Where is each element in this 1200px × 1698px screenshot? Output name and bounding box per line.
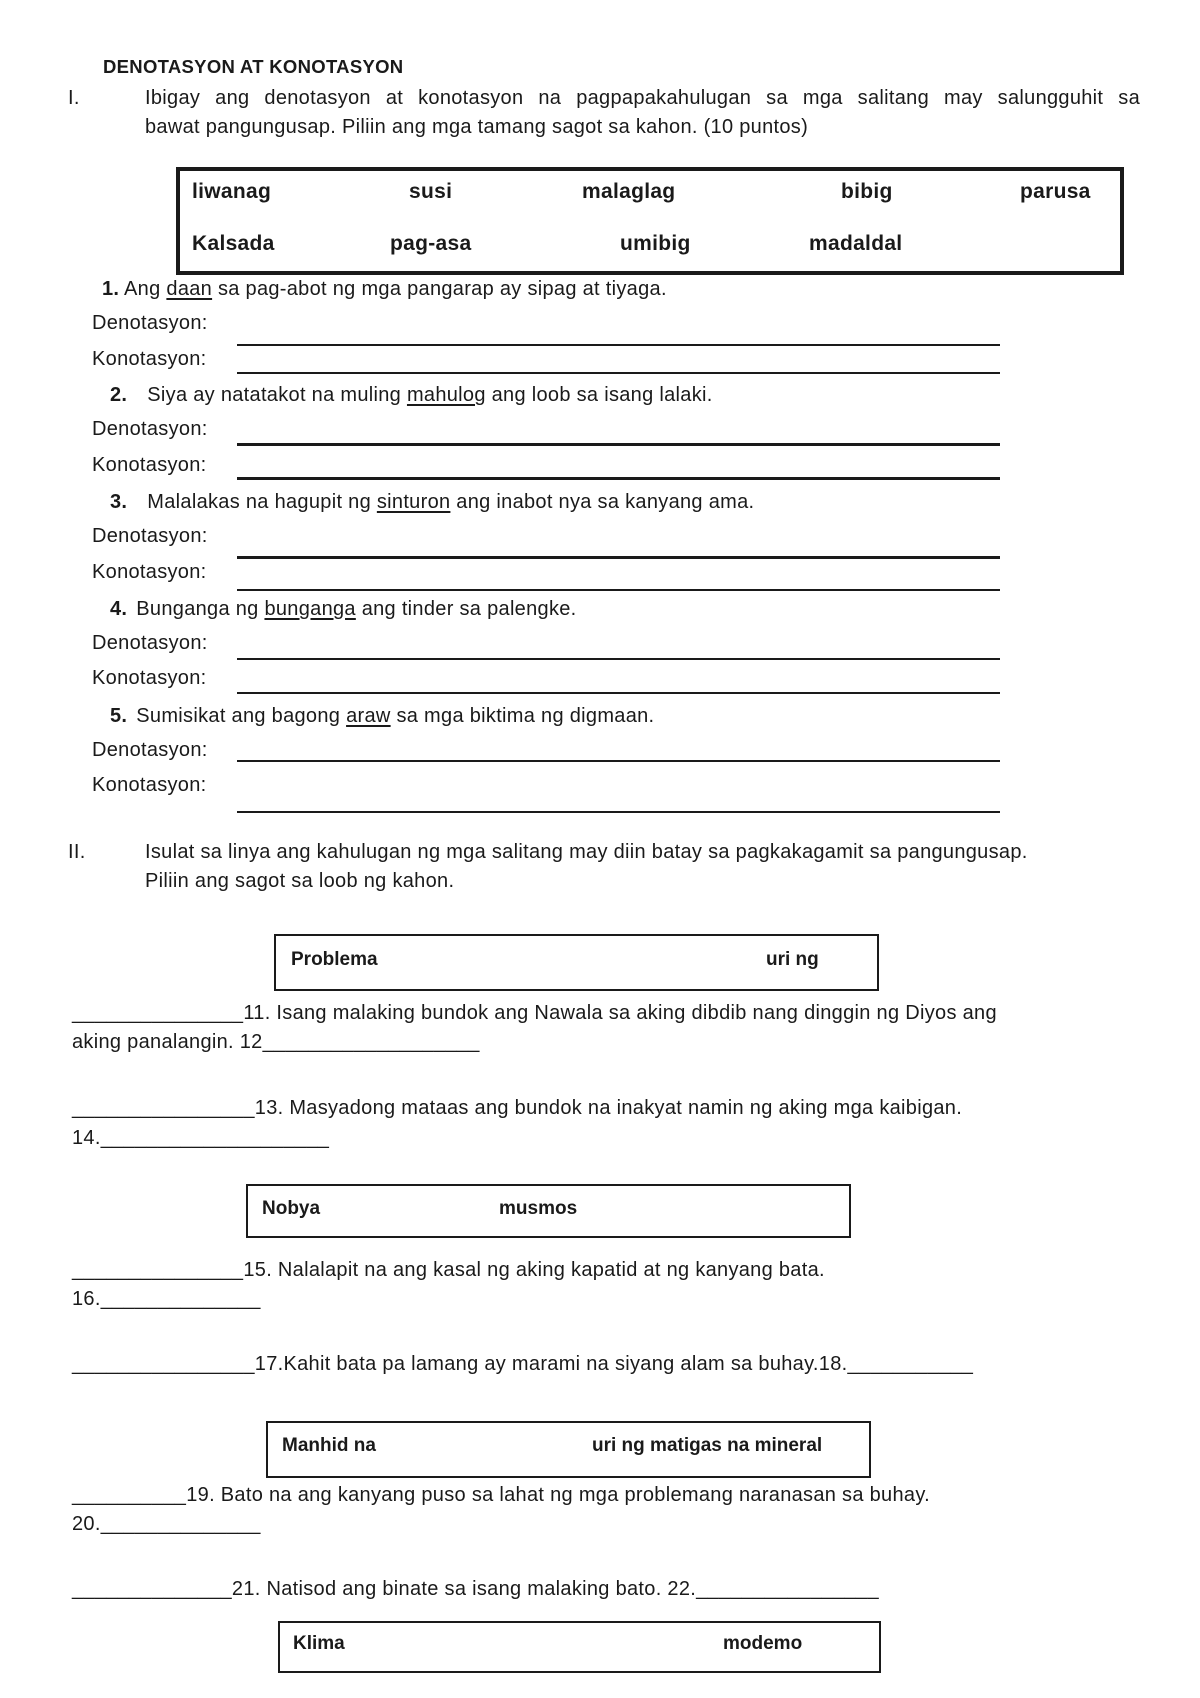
- part1-instruction-line2: bawat pangungusap. Piliin ang mga tamang sagot sa kahon. (10 puntos): [145, 116, 809, 138]
- konotasyon-label: Konotasyon:: [92, 667, 207, 689]
- question-line: 14.____________________: [72, 1127, 330, 1149]
- choice-word: Kalsada: [192, 232, 275, 255]
- item-sentence: 2. Siya ay natatakot na muling mahulog ang loob sa isang lalaki.: [110, 384, 713, 406]
- choice-word: uri ng matigas na mineral: [592, 1435, 823, 1456]
- konotasyon-answer-line[interactable]: [237, 477, 1000, 480]
- choice-word: malaglag: [582, 180, 676, 203]
- part1-numeral: I.: [68, 87, 80, 109]
- choice-word: Klima: [293, 1633, 345, 1654]
- question-line: 16.______________: [72, 1288, 261, 1310]
- konotasyon-answer-line[interactable]: [237, 589, 1000, 591]
- choice-word: parusa: [1020, 180, 1091, 203]
- denotasyon-label: Denotasyon:: [92, 525, 208, 547]
- konotasyon-answer-line[interactable]: [237, 692, 1000, 694]
- choice-word: pag-asa: [390, 232, 472, 255]
- denotasyon-answer-line[interactable]: [237, 344, 1000, 346]
- denotasyon-answer-line[interactable]: [237, 443, 1000, 446]
- item-sentence: 3. Malalakas na hagupit ng sinturon ang inabot nya sa kanyang ama.: [110, 491, 755, 513]
- choice-word: Nobya: [262, 1198, 321, 1219]
- question-line: __________19. Bato na ang kanyang puso sa lahat ng mga problemang naranasan sa buhay.: [72, 1484, 930, 1506]
- page-title: DENOTASYON AT KONOTASYON: [103, 56, 404, 77]
- denotasyon-label: Denotasyon:: [92, 632, 208, 654]
- konotasyon-label: Konotasyon:: [92, 774, 207, 796]
- part1-instruction-line1: Ibigay ang denotasyon at konotasyon na pagpapakahulugan sa mga salitang may salungguhit sa: [145, 87, 1140, 109]
- denotasyon-answer-line[interactable]: [237, 760, 1000, 762]
- konotasyon-answer-line[interactable]: [237, 372, 1000, 374]
- question-line: ______________21. Natisod ang binate sa isang malaking bato. 22.________________: [72, 1578, 879, 1600]
- question-line: ________________17.Kahit bata pa lamang ay marami na siyang alam sa buhay.18.___________: [72, 1353, 974, 1375]
- konotasyon-answer-line[interactable]: [237, 811, 1000, 813]
- denotasyon-answer-line[interactable]: [237, 658, 1000, 660]
- part2-instruction-line1: Isulat sa linya ang kahulugan ng mga salitang may diin batay sa pagkakagamit sa pangungusap.: [145, 841, 1028, 863]
- konotasyon-label: Konotasyon:: [92, 561, 207, 583]
- part2-instruction-line2: Piliin ang sagot sa loob ng kahon.: [145, 870, 455, 892]
- choice-word: bibig: [841, 180, 893, 203]
- choice-word: susi: [409, 180, 453, 203]
- part2-numeral: II.: [68, 841, 86, 863]
- question-line: 20.______________: [72, 1513, 261, 1535]
- denotasyon-label: Denotasyon:: [92, 739, 208, 761]
- question-line: ________________13. Masyadong mataas ang bundok na inakyat namin ng aking mga kaibigan.: [72, 1097, 963, 1119]
- item-sentence: 5. Sumisikat ang bagong araw sa mga biktima ng digmaan.: [110, 705, 655, 727]
- choice-word: modemo: [723, 1633, 803, 1654]
- konotasyon-label: Konotasyon:: [92, 348, 207, 370]
- item-sentence: 4. Bunganga ng bunganga ang tinder sa palengke.: [110, 598, 577, 620]
- question-line: _______________11. Isang malaking bundok ang Nawala sa aking dibdib nang dinggin ng Diyos ang: [72, 1002, 997, 1024]
- denotasyon-label: Denotasyon:: [92, 418, 208, 440]
- choice-word: umibig: [620, 232, 691, 255]
- choice-word: madaldal: [809, 232, 903, 255]
- denotasyon-answer-line[interactable]: [237, 556, 1000, 559]
- choice-word: liwanag: [192, 180, 272, 203]
- choice-word: Manhid na: [282, 1435, 376, 1456]
- choice-word: uri ng: [766, 949, 819, 970]
- question-line: aking panalangin. 12___________________: [72, 1031, 480, 1053]
- choice-word: musmos: [499, 1198, 578, 1219]
- question-line: _______________15. Nalalapit na ang kasal ng aking kapatid at ng kanyang bata.: [72, 1259, 825, 1281]
- choice-word: Problema: [291, 949, 378, 970]
- item-sentence: 1. Ang daan sa pag-abot ng mga pangarap ay sipag at tiyaga.: [102, 278, 667, 300]
- denotasyon-label: Denotasyon:: [92, 312, 208, 334]
- konotasyon-label: Konotasyon:: [92, 454, 207, 476]
